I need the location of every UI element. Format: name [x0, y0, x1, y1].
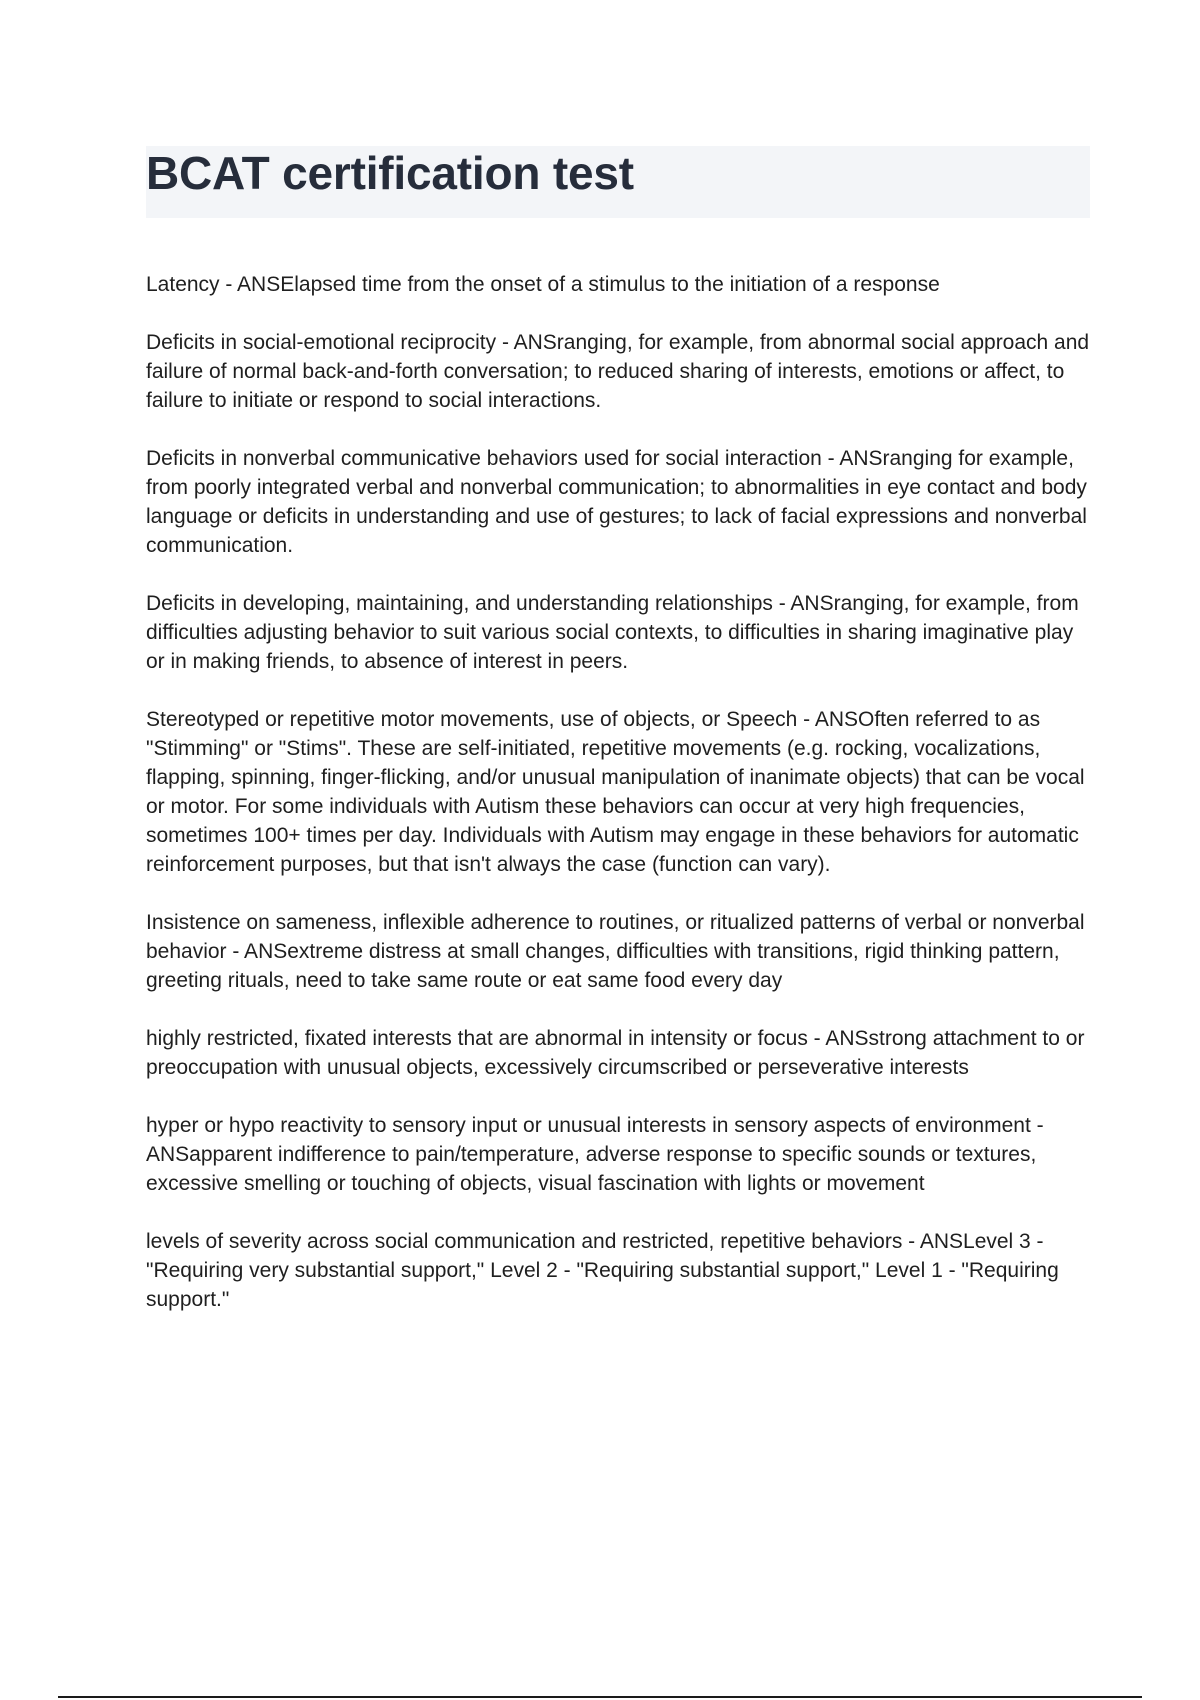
flashcard-entry-sensory-reactivity: hyper or hypo reactivity to sensory input or unusual interests in sensory aspects of environment - ANSapparent indifference to pain/temperature, adverse response to specific sounds or textures, excessive smelling or touching of objects, visual fascination with lights or movement [146, 1114, 1044, 1195]
flashcard-entry-latency: Latency - ANSElapsed time from the onset of a stimulus to the initiation of a response [146, 273, 940, 296]
flashcard-entry-stereotyped-movements: Stereotyped or repetitive motor movements, use of objects, or Speech - ANSOften referred to as "Stimming" or "Stims". These are self-initiated, repetitive movements (e.g. rocking, vocalizations, flapping, spinning, finger-flicking, and/or unusual manipulation of inanimate objects) that can be vocal or motor. For some individuals with Autism these behaviors can occur at very high frequencies, sometimes 100+ times per day. Individuals with Autism may engage in these behaviors for automatic reinforcement purposes, but that isn't always the case (function can vary). [146, 708, 1085, 876]
flashcard-entry-relationships: Deficits in developing, maintaining, and understanding relationships - ANSranging, for example, from difficulties adjusting behavior to suit various social contexts, to difficulties in sharing imaginative play or in making friends, to absence of interest in peers. [146, 592, 1079, 673]
title-banner [146, 146, 1090, 218]
flashcard-list [146, 270, 1090, 1343]
flashcard-entry-social-emotional-reciprocity: Deficits in social-emotional reciprocity - ANSranging, for example, from abnormal social approach and failure of normal back-and-forth conversation; to reduced sharing of interests, emotions or affect, to failure to initiate or respond to social interactions. [146, 331, 1090, 412]
flashcard-entry-severity-levels: levels of severity across social communication and restricted, repetitive behaviors - ANSLevel 3 - "Requiring very substantial support," Level 2 - "Requiring substantial support," Level 1 - "Requiring support." [146, 1230, 1059, 1311]
page-title: BCAT certification test [146, 147, 634, 199]
flashcard-entry-insistence-on-sameness: Insistence on sameness, inflexible adherence to routines, or ritualized patterns of verbal or nonverbal behavior - ANSextreme distress at small changes, difficulties with transitions, rigid thinking pattern, greeting rituals, need to take same route or eat same food every day [146, 911, 1085, 992]
flashcard-entry-restricted-interests: highly restricted, fixated interests that are abnormal in intensity or focus - ANSstrong attachment to or preoccupation with unusual objects, excessively circumscribed or perseverative interests [146, 1027, 1085, 1079]
flashcard-entry-nonverbal-communication: Deficits in nonverbal communicative behaviors used for social interaction - ANSranging for example, from poorly integrated verbal and nonverbal communication; to abnormalities in eye contact and body language or deficits in understanding and use of gestures; to lack of facial expressions and nonverbal communication. [146, 447, 1087, 557]
footer-divider [58, 1696, 1142, 1698]
